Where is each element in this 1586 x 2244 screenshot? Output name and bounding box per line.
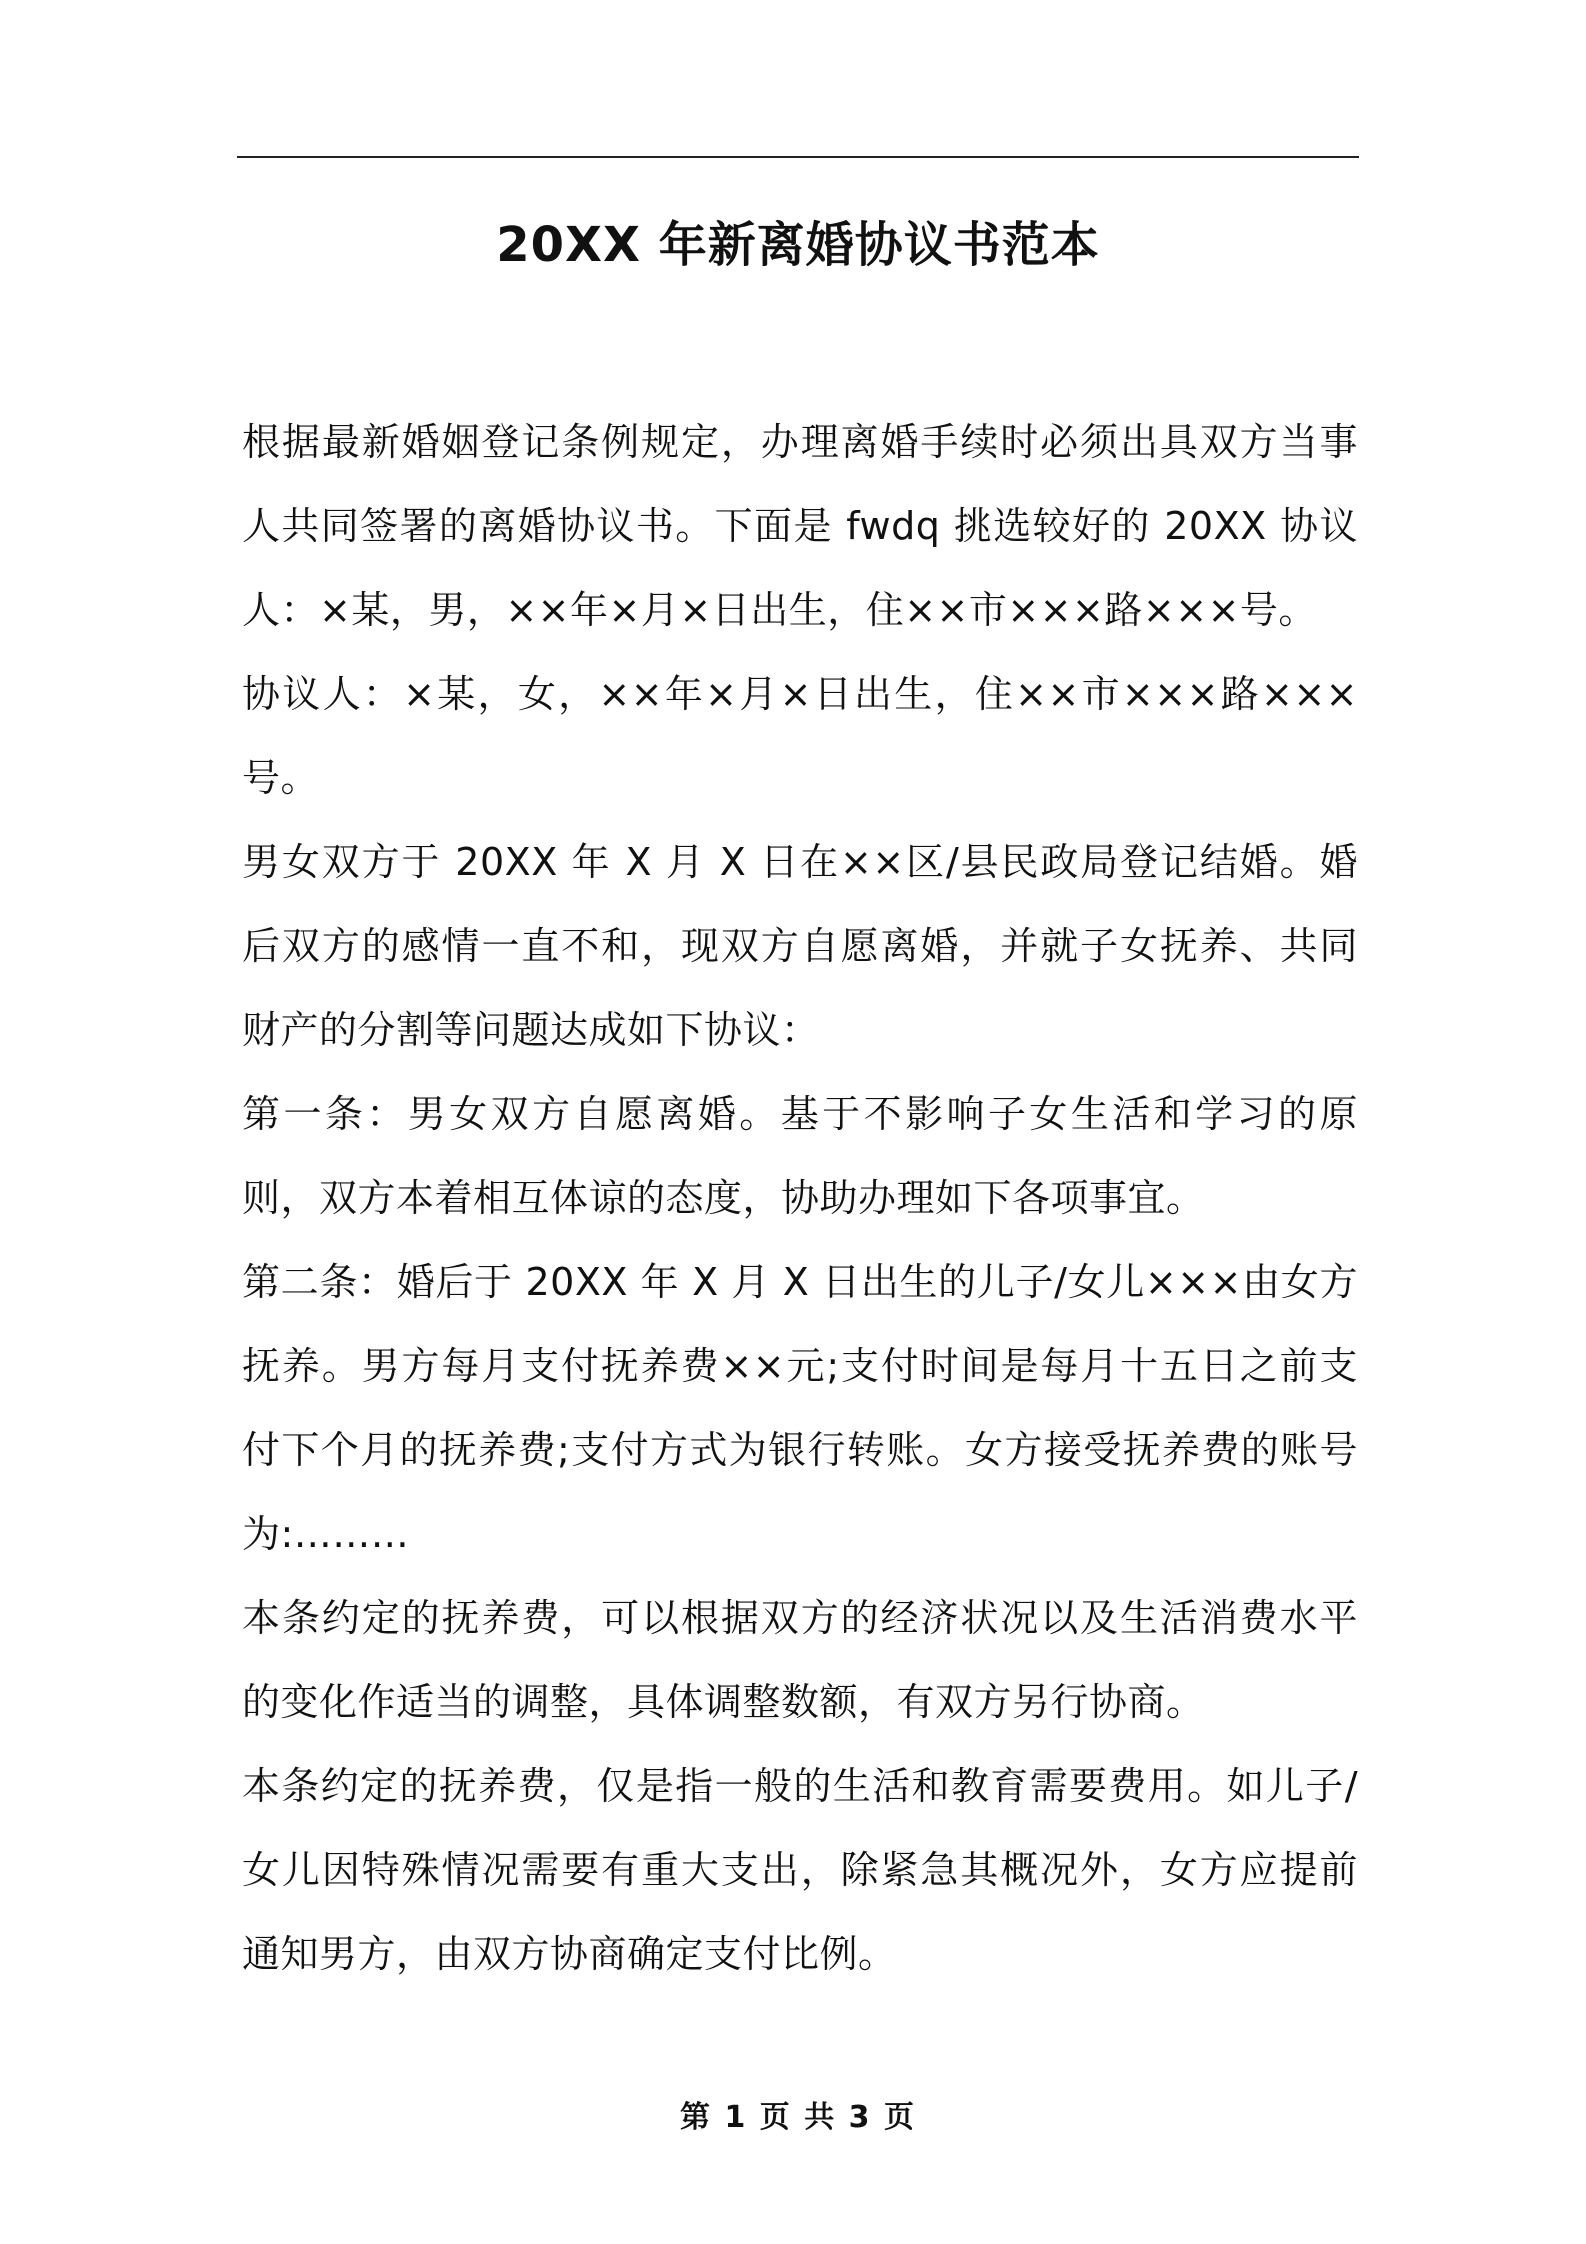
header-rule <box>237 156 1359 158</box>
document-body <box>242 400 1358 1996</box>
paragraph-support-scope: 本条约定的抚养费，仅是指一般的生活和教育需要费用。如儿子/女儿因特殊情况需要有重大支出，除紧急其概况外，女方应提前通知男方，由双方协商确定支付比例。 <box>242 1764 1358 1976</box>
paragraph-intro: 根据最新婚姻登记条例规定，办理离婚手续时必须出具双方当事人共同签署的离婚协议书。下面是 fwdq 挑选较好的 20XX 协议人：×某，男，××年×月×日出生，住××市×××路×××号。 <box>242 420 1358 632</box>
paragraph-party-female: 协议人：×某，女，××年×月×日出生，住××市×××路×××号。 <box>242 672 1358 800</box>
paragraph-article-1: 第一条：男女双方自愿离婚。基于不影响子女生活和学习的原则，双方本着相互体谅的态度，协助办理如下各项事宜。 <box>242 1092 1358 1220</box>
paragraph-support-adjustment: 本条约定的抚养费，可以根据双方的经济状况以及生活消费水平的变化作适当的调整，具体调整数额，有双方另行协商。 <box>242 1596 1358 1724</box>
document-title: 20XX 年新离婚协议书范本 <box>496 217 1100 273</box>
paragraph-marriage-background: 男女双方于 20XX 年 X 月 X 日在××区/县民政局登记结婚。婚后双方的感情一直不和，现双方自愿离婚，并就子女抚养、共同财产的分割等问题达成如下协议： <box>242 840 1358 1052</box>
page-number-footer: 第 1 页 共 3 页 <box>680 2100 916 2135</box>
paragraph-article-2: 第二条：婚后于 20XX 年 X 月 X 日出生的儿子/女儿×××由女方抚养。男方每月支付抚养费××元;支付时间是每月十五日之前支付下个月的抚养费;支付方式为银行转账。女方接受抚养费的账号为:……… <box>242 1260 1358 1556</box>
